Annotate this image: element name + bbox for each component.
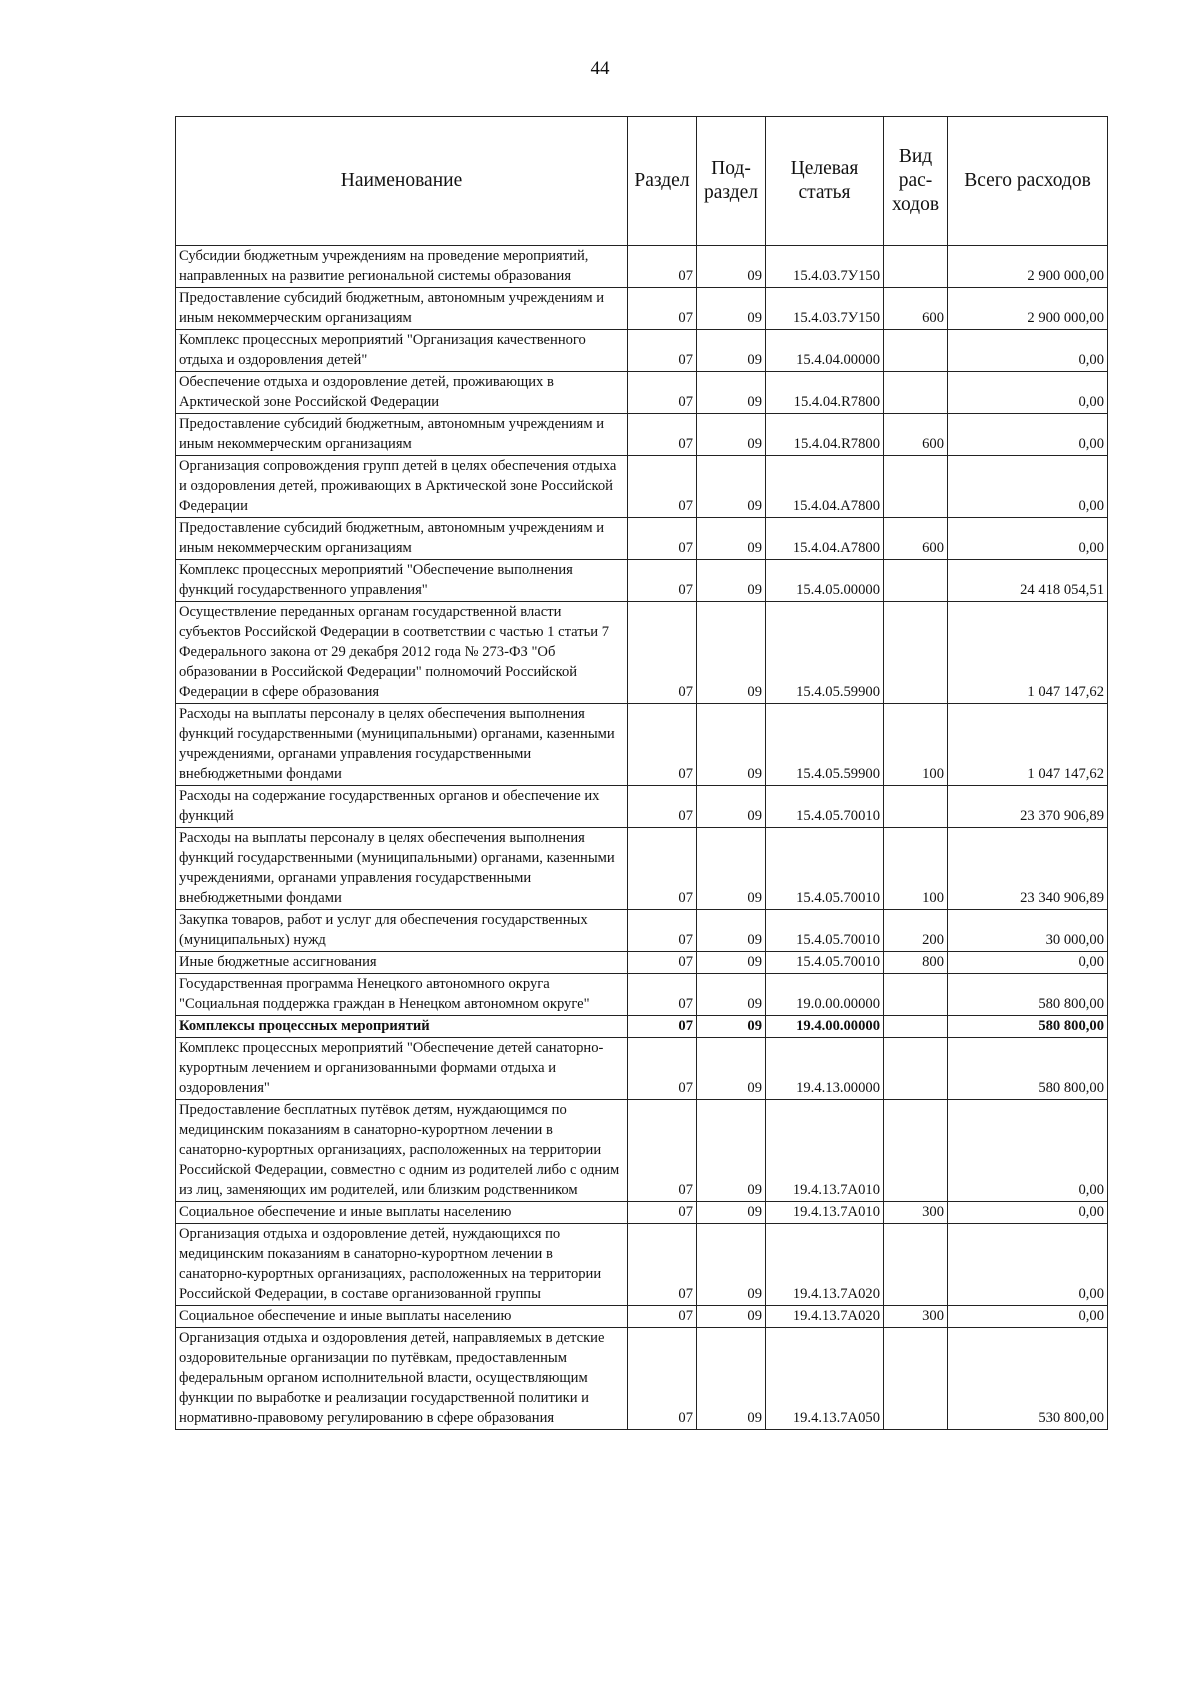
row-section: 07 [628,786,697,828]
row-expense-type: 600 [884,288,948,330]
row-name: Расходы на выплаты персоналу в целях обеспечения выполнения функций государственными (муниципальными) органами, казенными учреждениями, органами управления государственными внебюджетными фондами [176,828,628,910]
row-target-article: 19.4.00.00000 [766,1016,884,1038]
table-row [176,560,1108,602]
row-name: Расходы на содержание государственных органов и обеспечение их функций [176,786,628,828]
row-target-article: 19.4.13.7А020 [766,1306,884,1328]
row-target-article: 15.4.05.70010 [766,786,884,828]
row-target-article: 15.4.03.7У150 [766,246,884,288]
row-name: Закупка товаров, работ и услуг для обеспечения государственных (муниципальных) нужд [176,910,628,952]
row-target-article: 15.4.03.7У150 [766,288,884,330]
table-row [176,246,1108,288]
row-name: Предоставление бесплатных путёвок детям, нуждающимся по медицинским показаниям в санаторно-курортном лечении в санаторно-курортных организациях, расположенных на территории Российской Федерации, совместно с одним из родителей либо с одним из лиц, заменяющих им родителей, или близким родственником [176,1100,628,1202]
row-total: 0,00 [948,414,1108,456]
row-section: 07 [628,910,697,952]
row-name: Социальное обеспечение и иные выплаты населению [176,1306,628,1328]
row-total: 0,00 [948,456,1108,518]
row-subsection: 09 [697,1100,766,1202]
row-name: Государственная программа Ненецкого автономного округа "Социальная поддержка граждан в Ненецком автономном округе" [176,974,628,1016]
row-section: 07 [628,246,697,288]
row-target-article: 19.4.13.7А020 [766,1224,884,1306]
row-expense-type [884,1038,948,1100]
row-subsection: 09 [697,1202,766,1224]
table-row [176,372,1108,414]
row-total: 2 900 000,00 [948,288,1108,330]
row-section: 07 [628,1100,697,1202]
row-section: 07 [628,1202,697,1224]
table-row [176,330,1108,372]
row-expense-type: 300 [884,1202,948,1224]
row-expense-type: 100 [884,828,948,910]
header-total: Всего расходов [948,117,1108,246]
row-section: 07 [628,1306,697,1328]
row-section: 07 [628,518,697,560]
header-expense-type: Вид рас-ходов [884,117,948,246]
row-expense-type [884,1328,948,1430]
table-row [176,288,1108,330]
row-expense-type [884,560,948,602]
table-header-row [176,117,1108,246]
row-name: Организация сопровождения групп детей в целях обеспечения отдыха и оздоровления детей, проживающих в Арктической зоне Российской Федерации [176,456,628,518]
row-expense-type [884,974,948,1016]
row-target-article: 19.4.13.7А010 [766,1202,884,1224]
row-subsection: 09 [697,1224,766,1306]
row-subsection: 09 [697,246,766,288]
row-section: 07 [628,1016,697,1038]
table-row [176,974,1108,1016]
row-subsection: 09 [697,372,766,414]
row-name: Предоставление субсидий бюджетным, автономным учреждениям и иным некоммерческим организациям [176,288,628,330]
row-subsection: 09 [697,560,766,602]
row-section: 07 [628,1224,697,1306]
row-section: 07 [628,1328,697,1430]
row-section: 07 [628,704,697,786]
row-total: 580 800,00 [948,974,1108,1016]
row-target-article: 15.4.05.59900 [766,704,884,786]
header-subsection: Под-раздел [697,117,766,246]
row-name: Предоставление субсидий бюджетным, автономным учреждениям и иным некоммерческим организациям [176,518,628,560]
table-row [176,1306,1108,1328]
row-subsection: 09 [697,1038,766,1100]
row-expense-type [884,330,948,372]
table-row [176,1038,1108,1100]
table-row [176,786,1108,828]
header-name: Наименование [176,117,628,246]
row-section: 07 [628,1038,697,1100]
row-name: Расходы на выплаты персоналу в целях обеспечения выполнения функций государственными (муниципальными) органами, казенными учреждениями, органами управления государственными внебюджетными фондами [176,704,628,786]
row-expense-type [884,1016,948,1038]
row-name: Комплекс процессных мероприятий "Обеспечение детей санаторно-курортным лечением и организованными формами отдыха и оздоровления" [176,1038,628,1100]
header-section: Раздел [628,117,697,246]
table-row [176,1016,1108,1038]
row-total: 30 000,00 [948,910,1108,952]
row-total: 0,00 [948,952,1108,974]
row-total: 23 370 906,89 [948,786,1108,828]
row-name: Комплексы процессных мероприятий [176,1016,628,1038]
row-expense-type: 600 [884,518,948,560]
row-total: 23 340 906,89 [948,828,1108,910]
row-total: 0,00 [948,1202,1108,1224]
row-subsection: 09 [697,518,766,560]
row-expense-type [884,456,948,518]
row-section: 07 [628,828,697,910]
row-name: Организация отдыха и оздоровления детей, направляемых в детские оздоровительные организации по путёвкам, предоставленным федеральным органом исполнительной власти, осуществляющим функции по выработке и реализации государственной политики и нормативно-правовому регулированию в сфере образования [176,1328,628,1430]
row-total: 0,00 [948,1306,1108,1328]
row-name: Организация отдыха и оздоровление детей, нуждающихся по медицинским показаниям в санаторно-курортном лечении в санаторно-курортных организациях, расположенных на территории Российской Федерации, в составе организованной группы [176,1224,628,1306]
row-total: 1 047 147,62 [948,602,1108,704]
row-total: 0,00 [948,1100,1108,1202]
row-target-article: 15.4.04.R7800 [766,372,884,414]
row-target-article: 15.4.05.70010 [766,910,884,952]
row-subsection: 09 [697,456,766,518]
row-name: Субсидии бюджетным учреждениям на проведение мероприятий, направленных на развитие региональной системы образования [176,246,628,288]
table-row [176,518,1108,560]
row-expense-type [884,786,948,828]
row-section: 07 [628,456,697,518]
table-row [176,602,1108,704]
row-section: 07 [628,288,697,330]
row-target-article: 15.4.04.R7800 [766,414,884,456]
row-subsection: 09 [697,414,766,456]
budget-table [175,116,1108,1430]
row-expense-type: 300 [884,1306,948,1328]
row-target-article: 19.4.13.00000 [766,1038,884,1100]
row-expense-type: 600 [884,414,948,456]
row-expense-type [884,372,948,414]
row-subsection: 09 [697,330,766,372]
row-subsection: 09 [697,704,766,786]
row-target-article: 15.4.05.59900 [766,602,884,704]
row-total: 0,00 [948,518,1108,560]
row-total: 24 418 054,51 [948,560,1108,602]
table-row [176,828,1108,910]
row-total: 2 900 000,00 [948,246,1108,288]
row-name: Обеспечение отдыха и оздоровление детей, проживающих в Арктической зоне Российской Федерации [176,372,628,414]
table-row [176,1100,1108,1202]
table-row [176,414,1108,456]
row-section: 07 [628,372,697,414]
row-expense-type [884,1100,948,1202]
row-total: 0,00 [948,330,1108,372]
row-total: 580 800,00 [948,1016,1108,1038]
row-section: 07 [628,602,697,704]
table-row [176,1224,1108,1306]
row-target-article: 15.4.04.00000 [766,330,884,372]
row-target-article: 15.4.05.00000 [766,560,884,602]
row-subsection: 09 [697,786,766,828]
row-subsection: 09 [697,952,766,974]
row-target-article: 15.4.04.A7800 [766,456,884,518]
row-section: 07 [628,974,697,1016]
row-target-article: 15.4.05.70010 [766,828,884,910]
row-target-article: 19.0.00.00000 [766,974,884,1016]
row-subsection: 09 [697,974,766,1016]
row-target-article: 19.4.13.7А050 [766,1328,884,1430]
row-subsection: 09 [697,1328,766,1430]
row-subsection: 09 [697,288,766,330]
page-number: 44 [590,58,610,79]
row-subsection: 09 [697,828,766,910]
row-expense-type [884,246,948,288]
row-expense-type: 200 [884,910,948,952]
row-expense-type: 100 [884,704,948,786]
table-row [176,704,1108,786]
row-section: 07 [628,952,697,974]
header-target-article: Целевая статья [766,117,884,246]
table-row [176,456,1108,518]
row-expense-type [884,602,948,704]
row-target-article: 15.4.04.A7800 [766,518,884,560]
row-subsection: 09 [697,602,766,704]
row-name: Комплекс процессных мероприятий "Организация качественного отдыха и оздоровления детей" [176,330,628,372]
table-row [176,952,1108,974]
table-row [176,1202,1108,1224]
row-expense-type: 800 [884,952,948,974]
row-target-article: 19.4.13.7А010 [766,1100,884,1202]
row-subsection: 09 [697,910,766,952]
row-name: Комплекс процессных мероприятий "Обеспечение выполнения функций государственного управления" [176,560,628,602]
row-total: 0,00 [948,1224,1108,1306]
row-name: Предоставление субсидий бюджетным, автономным учреждениям и иным некоммерческим организациям [176,414,628,456]
row-expense-type [884,1224,948,1306]
row-total: 530 800,00 [948,1328,1108,1430]
row-total: 0,00 [948,372,1108,414]
row-section: 07 [628,414,697,456]
row-total: 1 047 147,62 [948,704,1108,786]
row-name: Осуществление переданных органам государственной власти субъектов Российской Федерации в соответствии с частью 1 статьи 7 Федерального закона от 29 декабря 2012 года № 273-ФЗ "Об образовании в Российской Федерации" полномочий Российской Федерации в сфере образования [176,602,628,704]
row-subsection: 09 [697,1016,766,1038]
row-name: Социальное обеспечение и иные выплаты населению [176,1202,628,1224]
row-section: 07 [628,560,697,602]
row-subsection: 09 [697,1306,766,1328]
row-name: Иные бюджетные ассигнования [176,952,628,974]
row-target-article: 15.4.05.70010 [766,952,884,974]
table-row [176,1328,1108,1430]
row-total: 580 800,00 [948,1038,1108,1100]
row-section: 07 [628,330,697,372]
table-row [176,910,1108,952]
